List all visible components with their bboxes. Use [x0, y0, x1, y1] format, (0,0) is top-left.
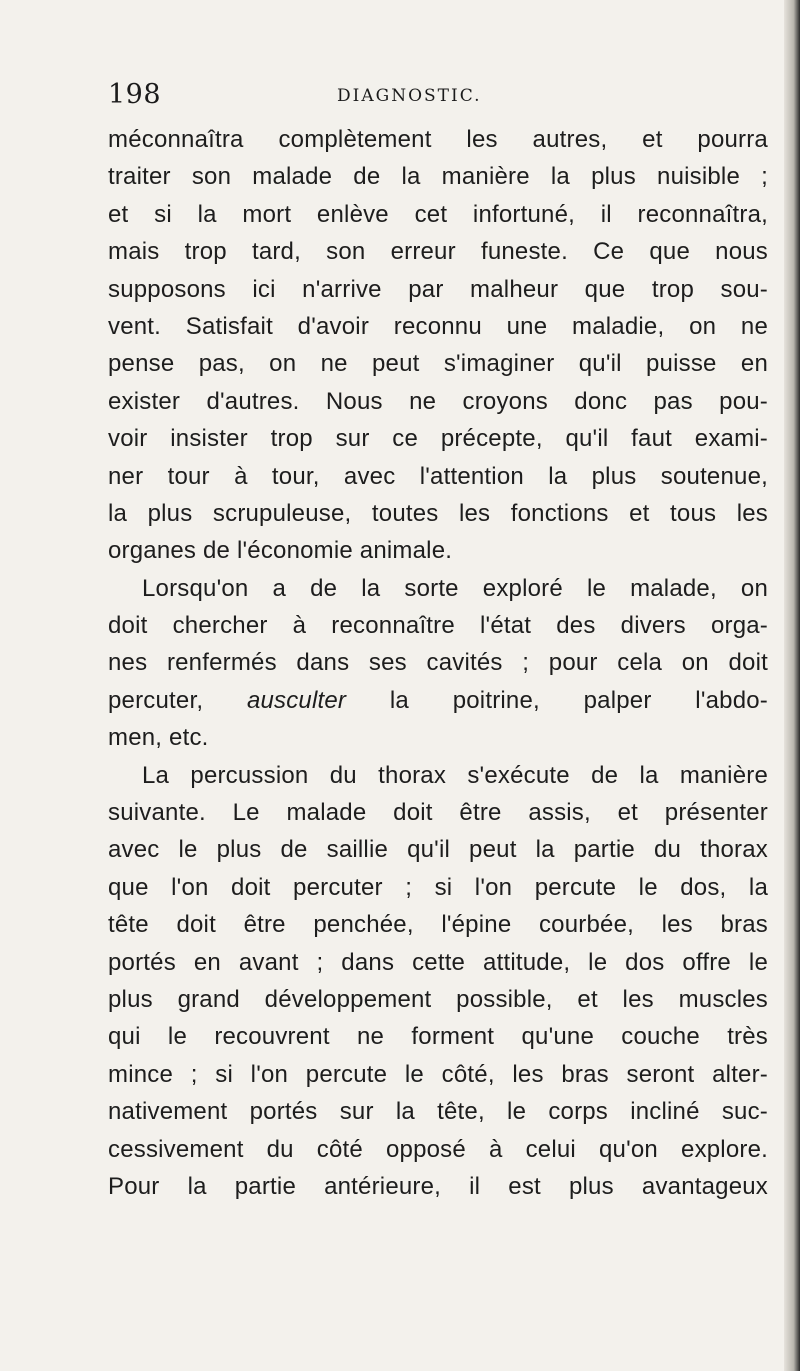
text-line: exister d'autres. Nous ne croyons donc pas pou-: [108, 387, 768, 415]
paragraph-start-line: La percussion du thorax s'exécute de la manière: [142, 761, 768, 789]
text-line: doit chercher à reconnaître l'état des divers orga-: [108, 612, 768, 640]
text-line: pense pas, on ne peut s'imaginer qu'il puisse en: [108, 350, 768, 378]
page-edge-shadow: [784, 0, 800, 1371]
text-line: supposons ici n'arrive par malheur que trop sou-: [108, 275, 768, 303]
text-line: mince ; si l'on percute le côté, les bras seront alter-: [108, 1060, 768, 1088]
text-line: voir insister trop sur ce précepte, qu'il faut exami-: [108, 425, 768, 453]
text-line: qui le recouvrent ne forment qu'une couche très: [108, 1023, 768, 1051]
text-line: portés en avant ; dans cette attitude, le dos offre le: [108, 948, 768, 976]
text-fragment: la poitrine, palper l'abdo-: [346, 686, 768, 714]
paragraph-end-line: men, etc.: [108, 724, 209, 752]
text-line: suivante. Le malade doit être assis, et présenter: [108, 799, 768, 827]
text-line: vent. Satisfait d'avoir reconnu une maladie, on ne: [108, 312, 768, 340]
text-line: mais trop tard, son erreur funeste. Ce que nous: [108, 238, 768, 266]
paragraph-start-line: Lorsqu'on a de la sorte exploré le malade, on: [142, 574, 768, 602]
text-line: ner tour à tour, avec l'attention la plus soutenue,: [108, 462, 768, 490]
text-line: tête doit être penchée, l'épine courbée, les bras: [108, 911, 768, 939]
page-number: 198: [108, 79, 162, 110]
text-line: plus grand développement possible, et les muscles: [108, 985, 768, 1013]
page-header: [108, 78, 708, 112]
text-line: que l'on doit percuter ; si l'on percute le dos, la: [108, 873, 768, 901]
body-text: [108, 121, 768, 1205]
text-line: et si la mort enlève cet infortuné, il reconnaîtra,: [108, 200, 768, 228]
text-line: méconnaîtra complètement les autres, et pourra: [108, 126, 768, 153]
paragraph-end-line: organes de l'économie animale.: [108, 537, 453, 565]
text-line: la plus scrupuleuse, toutes les fonctions et tous les: [108, 499, 768, 527]
text-line-with-italic: [108, 682, 768, 719]
text-line: nes renfermés dans ses cavités ; pour cela on doit: [108, 649, 768, 677]
text-line: nativement portés sur la tête, le corps incliné suc-: [108, 1098, 768, 1126]
text-fragment: percuter,: [108, 686, 247, 714]
text-line: avec le plus de saillie qu'il peut la partie du thorax: [108, 836, 768, 864]
italic-word: ausculter: [246, 686, 347, 714]
running-head: DIAGNOSTIC.: [337, 86, 482, 106]
text-line: cessivement du côté opposé à celui qu'on explore.: [108, 1135, 768, 1163]
text-line: Pour la partie antérieure, il est plus avantageux: [108, 1172, 768, 1200]
text-line: traiter son malade de la manière la plus nuisible ;: [108, 163, 768, 191]
